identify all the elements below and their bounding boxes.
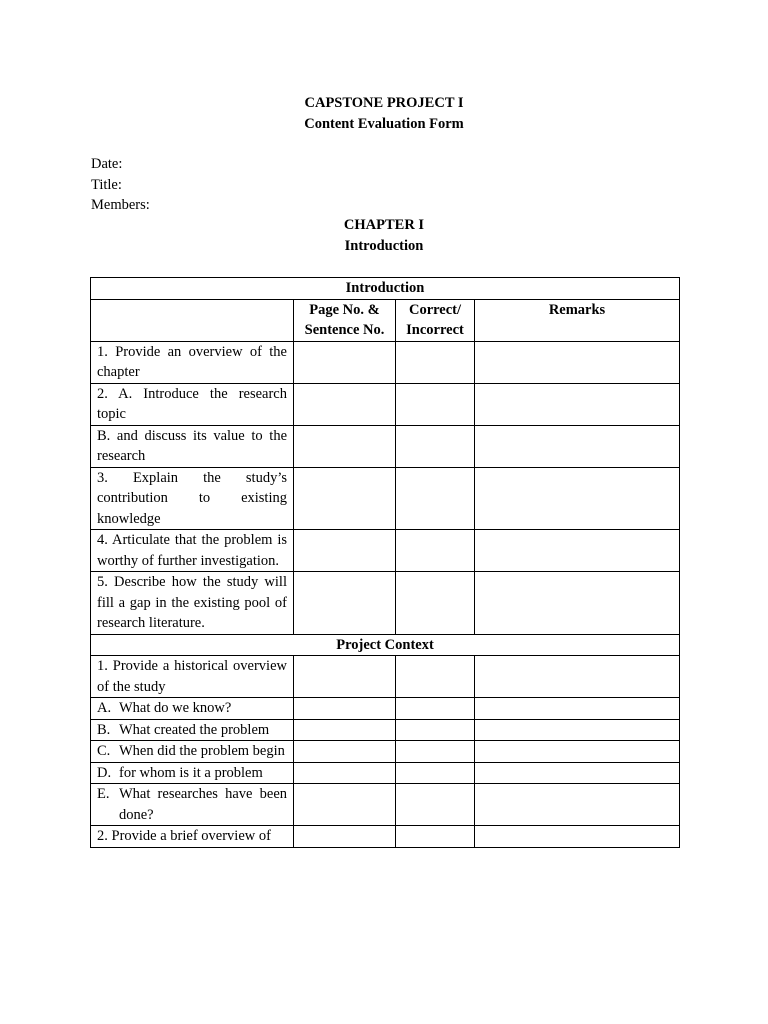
col-correct-header: Correct/ Incorrect (396, 299, 475, 341)
table-row (91, 784, 680, 826)
table-row (91, 341, 680, 383)
chapter-heading: CHAPTER I (343, 217, 425, 233)
correct-cell[interactable] (396, 826, 475, 848)
correct-cell[interactable] (396, 425, 475, 467)
table-row (91, 826, 680, 848)
page-cell[interactable] (294, 341, 396, 383)
correct-cell[interactable] (396, 467, 475, 530)
table-row (91, 719, 680, 741)
correct-cell[interactable] (396, 530, 475, 572)
table-row (91, 530, 680, 572)
page-cell[interactable] (294, 425, 396, 467)
sub-letter: E. (97, 786, 110, 802)
chapter-name: Introduction (344, 237, 424, 254)
section-row (91, 634, 680, 656)
criterion-cell: 3. Explain the study’s contribution to existing knowledge (91, 467, 294, 530)
evaluation-table (90, 277, 680, 848)
remarks-cell[interactable] (475, 572, 680, 635)
page-cell[interactable] (294, 698, 396, 720)
sub-text: What do we know? (119, 700, 232, 716)
correct-cell[interactable] (396, 719, 475, 741)
remarks-cell[interactable] (475, 341, 680, 383)
section-context-heading: Project Context (91, 634, 680, 656)
col-page-header: Page No. & Sentence No. (294, 299, 396, 341)
page-cell[interactable] (294, 383, 396, 425)
table-row (91, 425, 680, 467)
section-intro-heading: Introduction (91, 278, 680, 300)
remarks-cell[interactable] (475, 383, 680, 425)
page-cell[interactable] (294, 719, 396, 741)
form-subtitle: Content Evaluation Form (304, 115, 464, 132)
page-cell[interactable] (294, 826, 396, 848)
criterion-cell (91, 719, 294, 741)
remarks-cell[interactable] (475, 762, 680, 784)
remarks-cell[interactable] (475, 530, 680, 572)
criterion-cell: 4. Articulate that the problem is worthy of further investigation. (91, 530, 294, 572)
chapter-heading-block (0, 215, 768, 256)
table-row (91, 572, 680, 635)
table-row (91, 698, 680, 720)
col-remarks-header: Remarks (475, 299, 680, 341)
sub-letter: D. (97, 764, 112, 781)
remarks-cell[interactable] (475, 425, 680, 467)
correct-cell[interactable] (396, 656, 475, 698)
criterion-cell: B. and discuss its value to the research (91, 425, 294, 467)
table-row (91, 467, 680, 530)
correct-cell[interactable] (396, 341, 475, 383)
remarks-cell[interactable] (475, 719, 680, 741)
page-cell[interactable] (294, 784, 396, 826)
remarks-cell[interactable] (475, 656, 680, 698)
date-label: Date: (91, 156, 123, 172)
sub-text: What created the problem (119, 721, 270, 738)
sub-text: for whom is it a problem (119, 764, 263, 781)
remarks-cell[interactable] (475, 826, 680, 848)
sub-letter: A. (97, 700, 112, 716)
table-row (91, 762, 680, 784)
page-cell[interactable] (294, 656, 396, 698)
sub-letter: B. (97, 721, 111, 738)
criterion-cell (91, 698, 294, 720)
criterion-cell: 2. Provide a brief overview of (91, 826, 294, 848)
criterion-cell: 1. Provide an overview of the chapter (91, 341, 294, 383)
page-cell[interactable] (294, 467, 396, 530)
remarks-cell[interactable] (475, 698, 680, 720)
criterion-cell (91, 741, 294, 763)
criterion-cell: 5. Describe how the study will fill a gap in the existing pool of research literature. (91, 572, 294, 635)
column-header-row (91, 299, 680, 341)
criterion-cell: 1. Provide a historical overview of the study (91, 656, 294, 698)
empty-header-cell (91, 299, 294, 341)
correct-cell[interactable] (396, 698, 475, 720)
remarks-cell[interactable] (475, 467, 680, 530)
members-label: Members: (91, 197, 150, 213)
form-header (0, 93, 768, 134)
criterion-cell: 2. A. Introduce the research topic (91, 383, 294, 425)
title-label: Title: (91, 176, 122, 193)
page-cell[interactable] (294, 741, 396, 763)
page-cell[interactable] (294, 530, 396, 572)
criterion-cell (91, 784, 294, 826)
correct-cell[interactable] (396, 383, 475, 425)
table-row (91, 383, 680, 425)
remarks-cell[interactable] (475, 784, 680, 826)
page-cell[interactable] (294, 762, 396, 784)
correct-cell[interactable] (396, 572, 475, 635)
form-title: CAPSTONE PROJECT I (304, 95, 464, 111)
table-row (91, 656, 680, 698)
correct-cell[interactable] (396, 741, 475, 763)
sub-letter: C. (97, 743, 111, 759)
form-fields (91, 154, 150, 216)
page-cell[interactable] (294, 572, 396, 635)
sub-text: What researches have been done? (119, 786, 287, 823)
criterion-cell (91, 762, 294, 784)
table-row (91, 741, 680, 763)
correct-cell[interactable] (396, 784, 475, 826)
remarks-cell[interactable] (475, 741, 680, 763)
correct-cell[interactable] (396, 762, 475, 784)
sub-text: When did the problem begin (119, 743, 285, 759)
section-row (91, 278, 680, 300)
